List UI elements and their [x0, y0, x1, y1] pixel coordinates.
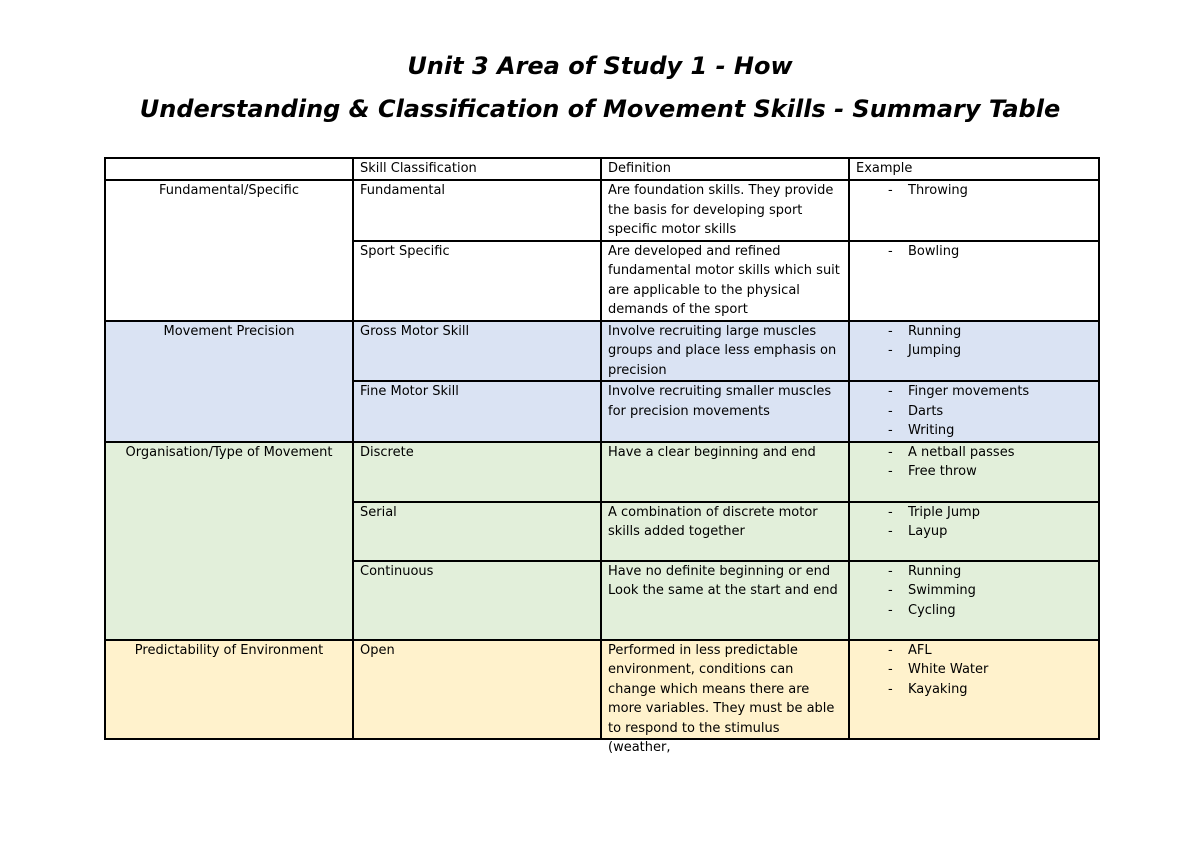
example-item: - Finger movements [856, 382, 1092, 402]
skill-cell: Continuous [353, 561, 601, 640]
example-item: - Throwing [856, 181, 1092, 201]
skill-cell: Discrete [353, 442, 601, 502]
header-cell-definition: Definition [601, 158, 849, 180]
example-cell [849, 381, 1099, 442]
example-item: - A netball passes [856, 443, 1092, 463]
example-item: - Cycling [856, 601, 1092, 621]
example-cell [849, 241, 1099, 321]
definition-cell: Involve recruiting smaller muscles for precision movements [601, 381, 849, 442]
table-row [105, 180, 1099, 241]
header-cell-example: Example [849, 158, 1099, 180]
skill-cell: Open [353, 640, 601, 739]
definition-text: Performed in less predictable environment, conditions can change which means there are more variables. They must be able to respond to the stimulus (weather, [608, 642, 835, 755]
example-cell [849, 640, 1099, 739]
category-cell: Organisation/Type of Movement [105, 442, 353, 640]
example-item: - AFL [856, 641, 1092, 661]
header-cell-empty [105, 158, 353, 180]
example-item: - Writing [856, 421, 1092, 441]
skill-cell: Sport Specific [353, 241, 601, 321]
category-cell: Movement Precision [105, 321, 353, 442]
example-item: - Jumping [856, 341, 1092, 361]
example-item: - Running [856, 562, 1092, 582]
definition-cell: Involve recruiting large muscles groups and place less emphasis on precision [601, 321, 849, 382]
table-row [105, 321, 1099, 382]
example-item: - White Water [856, 660, 1092, 680]
definition-cell: Have a clear beginning and end [601, 442, 849, 502]
header-row [105, 158, 1099, 180]
document-subtitle: Understanding & Classification of Movement Skills - Summary Table [139, 95, 1061, 123]
example-cell [849, 180, 1099, 241]
example-item: - Swimming [856, 581, 1092, 601]
definition-cell: Are developed and refined fundamental motor skills which suit are applicable to the physical demands of the sport [601, 241, 849, 321]
definition-cell: Have no definite beginning or end Look the same at the start and end [601, 561, 849, 640]
summary-table [104, 157, 1100, 755]
example-item: - Kayaking [856, 680, 1092, 700]
example-item: - Layup [856, 522, 1092, 542]
example-cell [849, 561, 1099, 640]
document-title: Unit 3 Area of Study 1 - How [407, 52, 793, 80]
skill-cell: Fundamental [353, 180, 601, 241]
category-cell: Predictability of Environment [105, 640, 353, 739]
example-item: - Free throw [856, 462, 1092, 482]
header-cell-skill-classification: Skill Classification [353, 158, 601, 180]
example-cell [849, 321, 1099, 382]
example-item: - Bowling [856, 242, 1092, 262]
skill-cell: Gross Motor Skill [353, 321, 601, 382]
example-item: - Darts [856, 402, 1092, 422]
skill-cell: Fine Motor Skill [353, 381, 601, 442]
skill-cell: Serial [353, 502, 601, 561]
definition-cell: Are foundation skills. They provide the basis for developing sport specific motor skills [601, 180, 849, 241]
example-cell [849, 502, 1099, 561]
table-row [105, 640, 1099, 739]
table-row [105, 442, 1099, 502]
example-item: - Triple Jump [856, 503, 1092, 523]
category-cell: Fundamental/Specific [105, 180, 353, 321]
definition-cell: A combination of discrete motor skills added together [601, 502, 849, 561]
example-cell [849, 442, 1099, 502]
definition-cell [601, 640, 849, 755]
example-item: - Running [856, 322, 1092, 342]
